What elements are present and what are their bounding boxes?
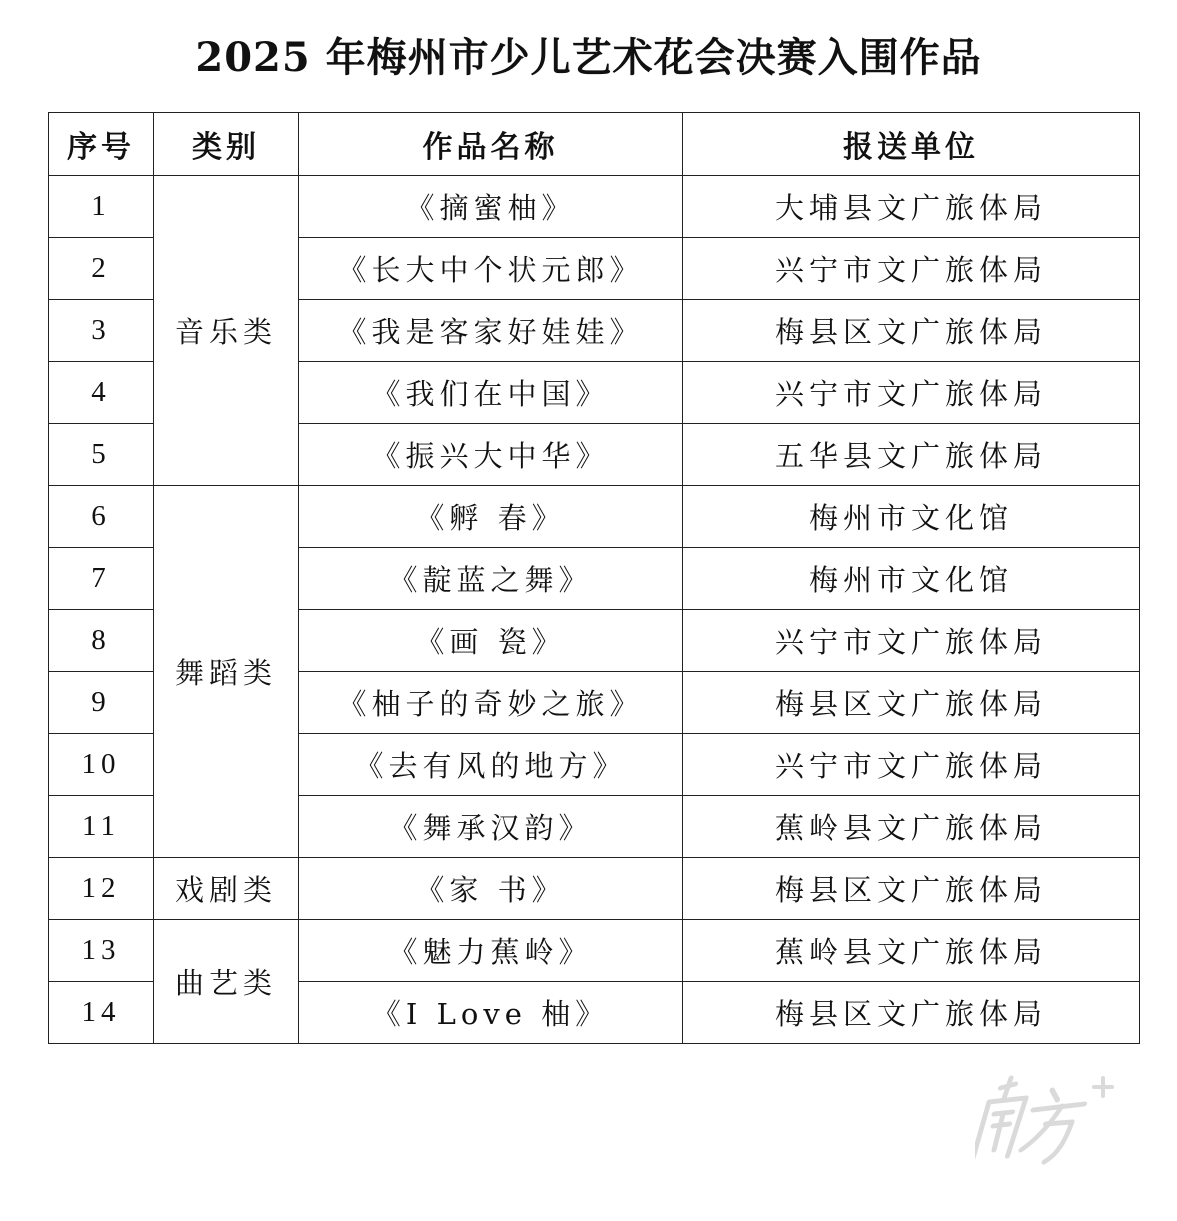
submitting-unit: 梅州市文化馆 bbox=[683, 486, 1140, 548]
category-cell: 戏剧类 bbox=[154, 858, 299, 920]
nanfang-plus-watermark-logo bbox=[975, 1070, 1125, 1180]
submitting-unit: 兴宁市文广旅体局 bbox=[683, 734, 1140, 796]
work-title: 《振兴大中华》 bbox=[299, 424, 683, 486]
row-number: 9 bbox=[49, 672, 154, 734]
work-title: 《舞承汉韵》 bbox=[299, 796, 683, 858]
row-number: 3 bbox=[49, 300, 154, 362]
column-header-number: 序号 bbox=[49, 113, 154, 176]
submitting-unit: 五华县文广旅体局 bbox=[683, 424, 1140, 486]
submitting-unit: 梅县区文广旅体局 bbox=[683, 672, 1140, 734]
row-number: 14 bbox=[49, 982, 154, 1044]
work-title: 《I Love 柚》 bbox=[299, 982, 683, 1044]
submitting-unit: 兴宁市文广旅体局 bbox=[683, 362, 1140, 424]
submitting-unit: 蕉岭县文广旅体局 bbox=[683, 920, 1140, 982]
submitting-unit: 兴宁市文广旅体局 bbox=[683, 238, 1140, 300]
submitting-unit: 梅州市文化馆 bbox=[683, 548, 1140, 610]
row-number: 6 bbox=[49, 486, 154, 548]
work-title: 《摘蜜柚》 bbox=[299, 176, 683, 238]
submitting-unit: 梅县区文广旅体局 bbox=[683, 300, 1140, 362]
work-title: 《长大中个状元郎》 bbox=[299, 238, 683, 300]
submitting-unit: 蕉岭县文广旅体局 bbox=[683, 796, 1140, 858]
row-number: 2 bbox=[49, 238, 154, 300]
table-row bbox=[49, 486, 1140, 548]
submitting-unit: 兴宁市文广旅体局 bbox=[683, 610, 1140, 672]
finalist-table bbox=[48, 112, 1140, 1044]
row-number: 5 bbox=[49, 424, 154, 486]
column-header-submitting-unit: 报送单位 bbox=[683, 113, 1140, 176]
row-number: 4 bbox=[49, 362, 154, 424]
work-title: 《魅力蕉岭》 bbox=[299, 920, 683, 982]
category-cell: 音乐类 bbox=[154, 176, 299, 486]
table-row bbox=[49, 920, 1140, 982]
work-title: 《去有风的地方》 bbox=[299, 734, 683, 796]
row-number: 1 bbox=[49, 176, 154, 238]
work-title: 《画 瓷》 bbox=[299, 610, 683, 672]
row-number: 11 bbox=[49, 796, 154, 858]
work-title: 《孵 春》 bbox=[299, 486, 683, 548]
page-title: 2025 年梅州市少儿艺术花会决赛入围作品 bbox=[195, 34, 982, 81]
category-cell: 曲艺类 bbox=[154, 920, 299, 1044]
row-number: 8 bbox=[49, 610, 154, 672]
work-title: 《家 书》 bbox=[299, 858, 683, 920]
table-row bbox=[49, 858, 1140, 920]
work-title: 《我们在中国》 bbox=[299, 362, 683, 424]
column-header-work-title: 作品名称 bbox=[299, 113, 683, 176]
row-number: 10 bbox=[49, 734, 154, 796]
row-number: 12 bbox=[49, 858, 154, 920]
work-title: 《我是客家好娃娃》 bbox=[299, 300, 683, 362]
submitting-unit: 大埔县文广旅体局 bbox=[683, 176, 1140, 238]
column-header-category: 类别 bbox=[154, 113, 299, 176]
row-number: 7 bbox=[49, 548, 154, 610]
category-cell: 舞蹈类 bbox=[154, 486, 299, 858]
table-header-row bbox=[49, 113, 1140, 176]
row-number: 13 bbox=[49, 920, 154, 982]
work-title: 《柚子的奇妙之旅》 bbox=[299, 672, 683, 734]
table-row bbox=[49, 176, 1140, 238]
submitting-unit: 梅县区文广旅体局 bbox=[683, 858, 1140, 920]
work-title: 《靛蓝之舞》 bbox=[299, 548, 683, 610]
submitting-unit: 梅县区文广旅体局 bbox=[683, 982, 1140, 1044]
